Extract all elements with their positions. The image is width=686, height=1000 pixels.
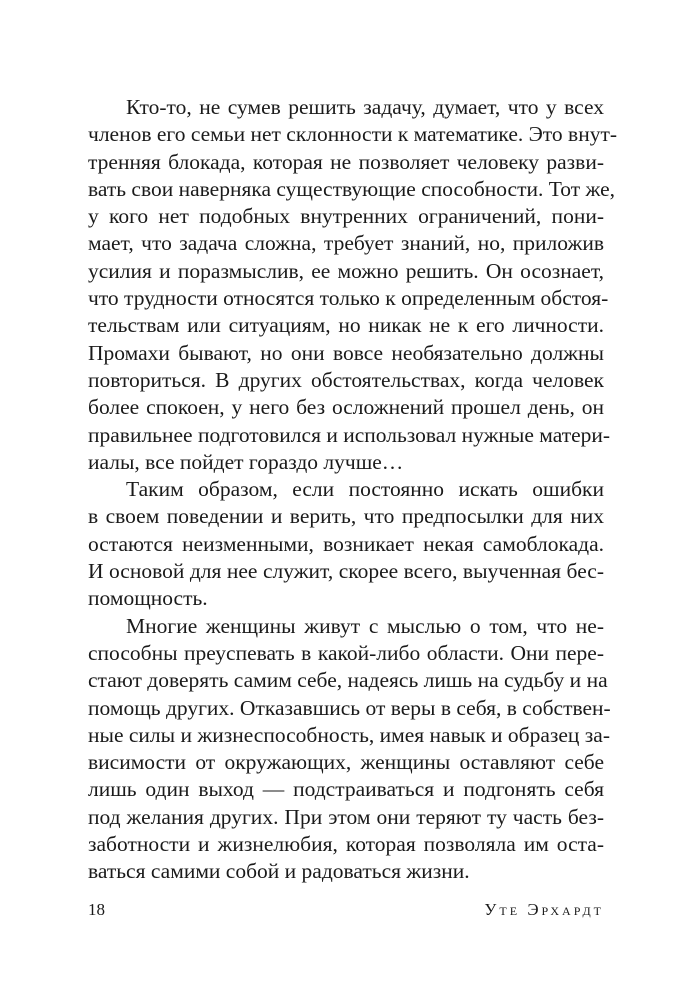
text-line: тельствам или ситуациям, но никак не к его личности. bbox=[88, 313, 604, 338]
text-line: помощность. bbox=[88, 586, 208, 611]
text-line: Промахи бывают, но они вовсе необязательно должны bbox=[88, 340, 604, 365]
text-line: более спокоен, у него без осложнений прошел день, он bbox=[88, 395, 604, 420]
text-line: мает, что задача сложна, требует знаний, но, приложив bbox=[88, 231, 604, 256]
text-line: Многие женщины живут с мыслью о том, что не- bbox=[126, 613, 604, 638]
text-line: что трудности относятся только к определенным обстоя- bbox=[88, 286, 609, 311]
text-line: повториться. В других обстоятельствах, когда человек bbox=[88, 367, 604, 392]
text-line: правильнее подготовился и использовал нужные матери- bbox=[88, 422, 611, 447]
paragraph-2 bbox=[88, 476, 604, 612]
page-footer bbox=[88, 900, 604, 930]
page-number: 18 bbox=[88, 900, 105, 919]
text-line: под желания других. При этом они теряют ту часть без- bbox=[88, 804, 604, 829]
text-line: у кого нет подобных внутренних ограничений, пони- bbox=[88, 204, 604, 229]
paragraph-3 bbox=[88, 613, 611, 886]
text-line: в своем поведении и верить, что предпосылки для них bbox=[88, 504, 604, 529]
text-line: способны преуспевать в какой-либо области. Они пере- bbox=[88, 640, 604, 665]
text-line: членов его семьи нет склонности к математике. Это внут- bbox=[88, 122, 618, 147]
running-head-author: Уте Эрхардт bbox=[484, 900, 604, 919]
text-line: Таким образом, если постоянно искать ошибки bbox=[126, 477, 604, 502]
text-line: стают доверять самим себе, надеясь лишь на судьбу и на bbox=[88, 668, 608, 693]
text-line: висимости от окружающих, женщины оставляют себе bbox=[88, 750, 604, 775]
body-text bbox=[88, 94, 618, 886]
text-line: ваться самими собой и радоваться жизни. bbox=[88, 859, 470, 884]
text-line: помощь других. Отказавшись от веры в себя, в собствен- bbox=[88, 695, 611, 720]
text-line: остаются неизменными, возникает некая самоблокада. bbox=[88, 531, 604, 556]
text-line: ные силы и жизнеспособность, имея навык и образец за- bbox=[88, 722, 610, 747]
text-line: усилия и поразмыслив, ее можно решить. Он осознает, bbox=[88, 258, 604, 283]
text-line: Кто-то, не сумев решить задачу, думает, что у всех bbox=[126, 95, 604, 119]
paragraph-1 bbox=[88, 94, 618, 476]
text-line: И основой для нее служит, скорее всего, выученная бес- bbox=[88, 559, 604, 584]
text-line: лишь один выход — подстраиваться и подгонять себя bbox=[88, 777, 604, 802]
text-line: вать свои наверняка существующие способности. Тот же, bbox=[88, 176, 615, 201]
text-line: тренняя блокада, которая не позволяет человеку разви- bbox=[88, 149, 604, 174]
text-line: заботности и жизнелюбия, которая позволяла им оста- bbox=[88, 832, 604, 857]
text-line: иалы, все пойдет гораздо лучше… bbox=[88, 449, 404, 474]
